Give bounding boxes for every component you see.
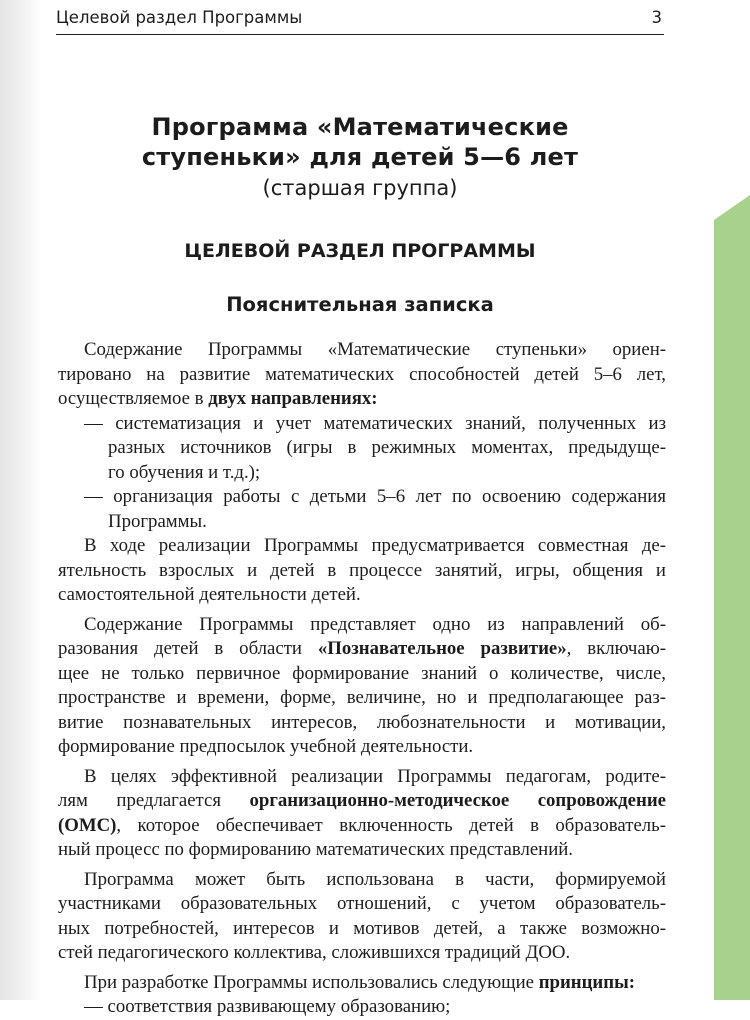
program-title — [60, 112, 660, 202]
paragraph-line: щее не только первичное формирование знаний о количестве, числе, — [58, 662, 666, 684]
paragraph-line: Содержание Программы представляет одно из направлений об- — [84, 613, 666, 635]
list-item-line: — соответствия развивающему образованию; — [84, 996, 451, 1017]
paragraph-line: ных потребностей, интересов и мотивов детей, а также возможно- — [58, 917, 666, 939]
title-line-2: ступеньки» для детей 5—6 лет — [141, 143, 579, 171]
paragraph-line: В целях эффективной реализации Программы педагогам, родите- — [84, 765, 666, 787]
text-span: При разработке Программы использовались следующие — [84, 971, 539, 993]
bold-term: двух направлениях — [208, 388, 372, 409]
paragraph-line: самостоятельной деятельности детей. — [58, 584, 361, 605]
text-span: , которое обеспечивает включенность детей в образователь- — [116, 814, 666, 836]
running-header-title: Целевой раздел Программы — [56, 8, 303, 27]
title-subtitle: (старшая группа) — [262, 176, 458, 200]
list-item-line: го обучения и т.д.); — [108, 461, 261, 483]
paragraph-line: Программа может быть использована в части, формируемой — [84, 868, 666, 890]
text-span: : — [628, 971, 636, 993]
paragraph-line — [58, 814, 666, 839]
running-header — [56, 6, 664, 35]
paragraph-line: тировано на развитие математических способностей детей 5–6 лет, — [58, 363, 666, 385]
list-item-line: — систематизация и учет математических знаний, полученных из — [84, 412, 666, 434]
text-span: осуществляемое в — [58, 388, 209, 409]
paragraph-line: стей педагогического коллектива, сложившихся традиций ДОО. — [58, 942, 571, 963]
bold-term: организационно-методическое сопровождение — [249, 790, 666, 811]
paragraph-line: Содержание Программы «Математические ступеньки» ориен- — [84, 339, 666, 360]
list-item-line: Программы. — [108, 510, 207, 532]
paragraph-line: участниками образовательных отношений, с учетом образователь- — [58, 893, 666, 914]
paragraph-line — [58, 387, 666, 412]
list-item-line: — организация работы с детьми 5–6 лет по освоению содержания — [84, 486, 666, 507]
paragraph-line: ятельность взрослых и детей в процессе занятий, игры, общения и — [58, 559, 666, 581]
page-number: 3 — [651, 8, 662, 27]
title-line-1: Программа «Математические — [151, 113, 569, 141]
subsection-heading: Пояснительная записка — [226, 293, 494, 316]
section-heading: ЦЕЛЕВОЙ РАЗДЕЛ ПРОГРАММЫ — [184, 240, 536, 262]
paragraph-line: пространстве и времени, форме, величине, но и предполагающее раз- — [58, 687, 666, 708]
paragraph-line: ный процесс по формированию математических представлений. — [58, 839, 574, 860]
page-gutter-shadow — [0, 0, 42, 1000]
paragraph-line: витие познавательных интересов, любознательности и мотивации, — [58, 711, 666, 733]
paragraph-line: формирование предпосылок учебной деятельности. — [58, 736, 474, 757]
paragraph-line — [58, 637, 666, 662]
body-text — [58, 338, 666, 1020]
paragraph-line — [58, 971, 666, 996]
paragraph-line: В ходе реализации Программы предусматривается совместная де- — [84, 535, 666, 556]
bold-term: «Познавательное развитие» — [317, 638, 567, 659]
bold-term: (ОМС) — [58, 814, 117, 836]
text-span: разования детей в области — [58, 638, 318, 659]
bold-term: принципы — [538, 971, 629, 993]
list-item-line: разных источников (игры в режимных моментах, предыдуще- — [108, 437, 666, 458]
paragraph-line — [58, 789, 666, 814]
text-span: , включаю- — [566, 638, 666, 659]
section-color-tab — [714, 195, 750, 1000]
text-span: : — [371, 388, 378, 409]
text-span: лям предлагается — [58, 790, 250, 811]
